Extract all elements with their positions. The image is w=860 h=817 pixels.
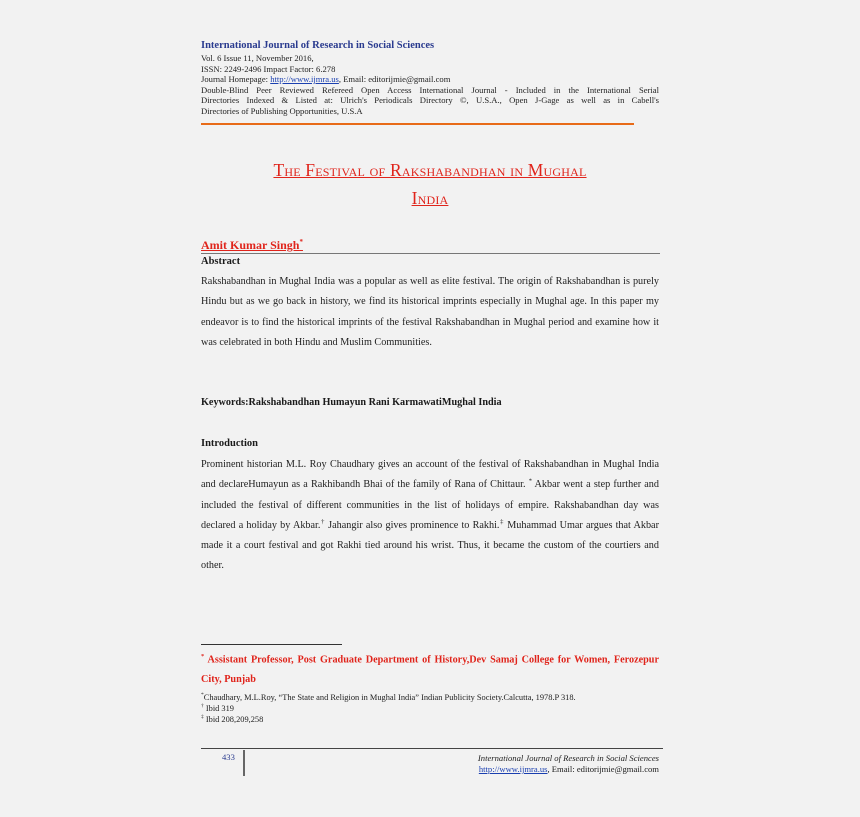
- intro-part-2: Akbar went a step further and included the festival of different communities in the list of holidays of empire. Rakshabandhan day was declared a holiday by Akbar.: [201, 479, 659, 531]
- page-number: 433: [222, 752, 235, 762]
- footer-rule: [201, 748, 663, 749]
- journal-header: [201, 39, 659, 117]
- volume-line: Vol. 6 Issue 11, November 2016,: [201, 53, 314, 63]
- footnote-ref-3[interactable]: ‡: [499, 518, 504, 526]
- keywords: Keywords:Rakshabandhan Humayun Rani KarmawatiMughal India: [201, 397, 502, 408]
- intro-part-3: Jahangir also gives prominence to Rakhi.: [324, 519, 500, 531]
- homepage-link[interactable]: http://www.ijmra.us: [270, 74, 339, 85]
- author-affiliation-note: [201, 647, 659, 690]
- footnote-1-mark: *: [201, 692, 204, 698]
- article-title: [201, 156, 659, 212]
- homepage-prefix: Journal Homepage:: [201, 74, 271, 85]
- footnote-3: [201, 712, 659, 725]
- author-text: Amit Kumar Singh: [201, 238, 300, 252]
- footer-email: , Email: editorijmie@gmail.com: [547, 764, 659, 774]
- review-line-2: Directories Indexed & Listed at: Ulrich's Periodicals Directory ©, U.S.A., Open J-Gage as well as in Cabell's: [201, 95, 659, 106]
- footnote-2-mark: †: [201, 703, 204, 709]
- article-title-line-1: The Festival of Rakshabandhan in Mughal: [273, 160, 587, 180]
- article-title-line-2: India: [411, 188, 449, 208]
- homepage-line: [201, 74, 659, 85]
- footer-journal-info: [478, 753, 659, 775]
- footnote-ref-2[interactable]: †: [320, 518, 325, 526]
- affiliation-mark: *: [201, 653, 205, 660]
- review-line-3: Directories of Publishing Opportunities, U.S.A: [201, 105, 363, 116]
- footer-contact: [478, 764, 659, 775]
- affiliation-text: Assistant Professor, Post Graduate Department of History,Dev Samaj College for Women, Ferozepur City, Punjab: [201, 654, 659, 686]
- abstract-text: Rakshabandhan in Mughal India was a popular as well as elite festival. The origin of Rakshabandhan is purely Hindu but as we go back in history, we find its historical imprints especially in Mughal age. In this paper my endeavor is to find the historical imprints of the festival Rakshabandhan in Mughal period and examine how it was celebrated in both Hindu and Muslim Communities.: [201, 276, 659, 348]
- footnote-3-mark: ‡: [201, 714, 204, 720]
- issn-line: ISSN: 2249-2496 Impact Factor: 6.278: [201, 63, 336, 74]
- footer-divider: [243, 750, 245, 776]
- footnote-3-text: Ibid 208,209,258: [203, 714, 264, 724]
- author-rule: [201, 253, 660, 254]
- introduction-text: [201, 455, 659, 577]
- footer-link[interactable]: http://www.ijmra.us: [478, 764, 548, 774]
- journal-title: International Journal of Research in Social Sciences: [201, 40, 435, 51]
- footnote-ref-1[interactable]: *: [528, 477, 532, 485]
- footnote-rule: [201, 644, 342, 645]
- abstract-heading: Abstract: [201, 256, 241, 267]
- footer-journal-name: International Journal of Research in Social Sciences: [477, 753, 659, 763]
- header-email: , Email: editorijmie@gmail.com: [338, 74, 451, 85]
- footnote-2-text: Ibid 319: [203, 703, 234, 713]
- intro-part-4: Muhammad Umar argues that Akbar made it a court festival and got Rakhi tied around his wrist. Thus, it became the custom of the courtiers and other.: [201, 519, 659, 572]
- introduction-heading: Introduction: [201, 438, 258, 449]
- header-rule: [201, 123, 634, 125]
- author-mark: *: [299, 238, 303, 246]
- review-line-1: Double-Blind Peer Reviewed Refereed Open Access International Journal - Included in the International Serial: [201, 84, 659, 95]
- author-name: [201, 238, 303, 253]
- footnote-1-text: Chaudhary, M.L.Roy, “The State and Religion in Mughal India” Indian Publicity Society.Calcutta, 1978.P 318.: [203, 692, 576, 702]
- intro-part-1: Prominent historian M.L. Roy Chaudhary gives an account of the festival of Rakshabandhan in Mughal India and declareHumayun as a Rakhibandh Bhai of the family of Rana of Chittaur.: [201, 459, 659, 491]
